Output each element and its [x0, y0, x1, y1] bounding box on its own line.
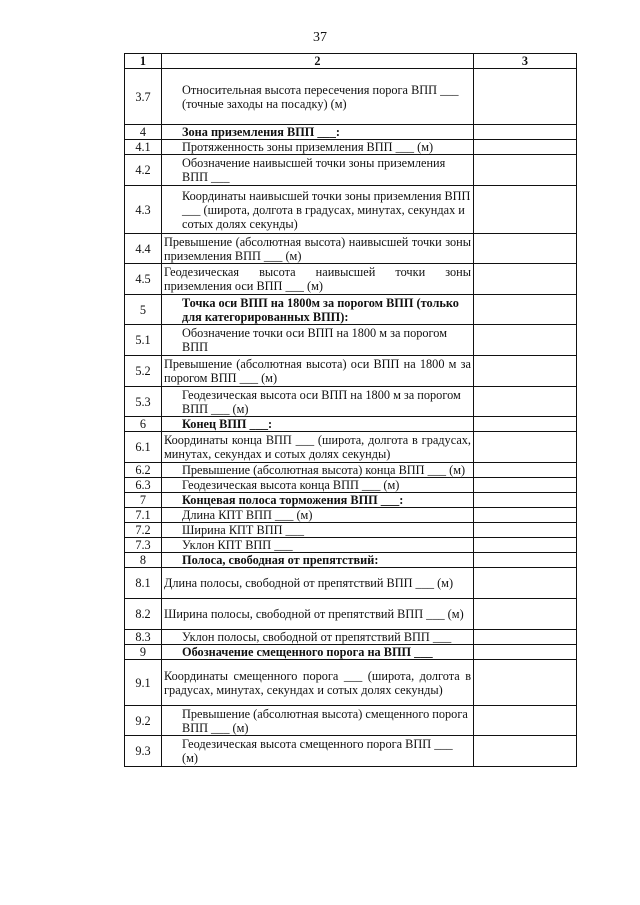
row-value-cell [474, 706, 577, 736]
row-number: 9 [125, 645, 162, 660]
row-number: 4.4 [125, 234, 162, 264]
row-value-cell [474, 478, 577, 493]
header-col-2: 2 [162, 54, 474, 69]
table-row [125, 523, 577, 538]
table-header-row [125, 54, 577, 69]
row-number: 6.1 [125, 432, 162, 463]
table-body [125, 54, 577, 767]
row-number: 5.3 [125, 387, 162, 417]
row-description: Зона приземления ВПП ___: [162, 125, 474, 140]
row-number: 7.2 [125, 523, 162, 538]
table-row [125, 538, 577, 553]
row-number: 5.1 [125, 325, 162, 356]
row-value-cell [474, 356, 577, 387]
row-description: Координаты смещенного порога ___ (широта, долгота в градусах, минутах, секундах и сотых долях секунды) [162, 660, 474, 706]
table-row [125, 295, 577, 325]
row-value-cell [474, 493, 577, 508]
row-description: Превышение (абсолютная высота) оси ВПП на 1800 м за порогом ВПП ___ (м) [162, 356, 474, 387]
table-row [125, 553, 577, 568]
row-value-cell [474, 463, 577, 478]
row-description: Геодезическая высота оси ВПП на 1800 м за порогом ВПП ___ (м) [162, 387, 474, 417]
row-value-cell [474, 630, 577, 645]
row-value-cell [474, 553, 577, 568]
row-value-cell [474, 508, 577, 523]
row-number: 8.1 [125, 568, 162, 599]
row-value-cell [474, 155, 577, 186]
row-value-cell [474, 325, 577, 356]
row-description: Протяженность зоны приземления ВПП ___ (м) [162, 140, 474, 155]
row-value-cell [474, 736, 577, 767]
row-value-cell [474, 69, 577, 125]
row-number: 8 [125, 553, 162, 568]
table-row [125, 155, 577, 186]
table-row [125, 140, 577, 155]
row-number: 4.2 [125, 155, 162, 186]
table-row [125, 645, 577, 660]
row-description: Уклон КПТ ВПП ___ [162, 538, 474, 553]
table-row [125, 356, 577, 387]
table-row [125, 736, 577, 767]
runway-data-table [124, 53, 577, 767]
row-value-cell [474, 140, 577, 155]
row-value-cell [474, 599, 577, 630]
table-row [125, 234, 577, 264]
table-row [125, 463, 577, 478]
row-number: 9.2 [125, 706, 162, 736]
row-number: 4.1 [125, 140, 162, 155]
table-row [125, 478, 577, 493]
row-description: Уклон полосы, свободной от препятствий ВПП ___ [162, 630, 474, 645]
table-row [125, 432, 577, 463]
row-description: Конец ВПП ___: [162, 417, 474, 432]
table-row [125, 69, 577, 125]
row-number: 3.7 [125, 69, 162, 125]
table-row [125, 568, 577, 599]
row-value-cell [474, 125, 577, 140]
row-value-cell [474, 432, 577, 463]
table-row [125, 630, 577, 645]
row-description: Обозначение смещенного порога на ВПП ___ [162, 645, 474, 660]
header-col-3: 3 [474, 54, 577, 69]
row-description: Обозначение точки оси ВПП на 1800 м за порогом ВПП [162, 325, 474, 356]
row-number: 6.3 [125, 478, 162, 493]
row-value-cell [474, 568, 577, 599]
row-number: 7.3 [125, 538, 162, 553]
row-number: 8.3 [125, 630, 162, 645]
table-row [125, 493, 577, 508]
table-row [125, 387, 577, 417]
row-description: Геодезическая высота наивысшей точки зоны приземления оси ВПП ___ (м) [162, 264, 474, 295]
row-description: Координаты конца ВПП ___ (широта, долгота в градусах, минутах, секундах и сотых долях секунды) [162, 432, 474, 463]
row-number: 9.3 [125, 736, 162, 767]
table-row [125, 508, 577, 523]
header-col-1: 1 [125, 54, 162, 69]
row-description: Превышение (абсолютная высота) конца ВПП ___ (м) [162, 463, 474, 478]
row-number: 8.2 [125, 599, 162, 630]
row-value-cell [474, 264, 577, 295]
row-description: Координаты наивысшей точки зоны приземления ВПП ___ (широта, долгота в градусах, минутах, секундах и сотых долях секунды) [162, 186, 474, 234]
row-number: 7 [125, 493, 162, 508]
row-value-cell [474, 234, 577, 264]
row-number: 7.1 [125, 508, 162, 523]
row-description: Геодезическая высота конца ВПП ___ (м) [162, 478, 474, 493]
row-description: Полоса, свободная от препятствий: [162, 553, 474, 568]
row-value-cell [474, 645, 577, 660]
row-number: 5.2 [125, 356, 162, 387]
row-number: 5 [125, 295, 162, 325]
row-description: Геодезическая высота смещенного порога ВПП ___ (м) [162, 736, 474, 767]
row-description: Превышение (абсолютная высота) наивысшей точки зоны приземления ВПП ___ (м) [162, 234, 474, 264]
row-description: Концевая полоса торможения ВПП ___: [162, 493, 474, 508]
table-row [125, 125, 577, 140]
row-value-cell [474, 538, 577, 553]
table-row [125, 706, 577, 736]
row-value-cell [474, 387, 577, 417]
row-description: Ширина КПТ ВПП ___ [162, 523, 474, 538]
row-description: Превышение (абсолютная высота) смещенного порога ВПП ___ (м) [162, 706, 474, 736]
table-row [125, 264, 577, 295]
row-value-cell [474, 186, 577, 234]
row-number: 6.2 [125, 463, 162, 478]
row-description: Обозначение наивысшей точки зоны приземления ВПП ___ [162, 155, 474, 186]
table-row [125, 325, 577, 356]
row-number: 4 [125, 125, 162, 140]
row-value-cell [474, 417, 577, 432]
row-number: 6 [125, 417, 162, 432]
row-description: Длина КПТ ВПП ___ (м) [162, 508, 474, 523]
table-row [125, 186, 577, 234]
table-row [125, 660, 577, 706]
page-number: 37 [313, 30, 327, 45]
row-value-cell [474, 295, 577, 325]
row-description: Длина полосы, свободной от препятствий ВПП ___ (м) [162, 568, 474, 599]
row-number: 4.5 [125, 264, 162, 295]
row-description: Ширина полосы, свободной от препятствий ВПП ___ (м) [162, 599, 474, 630]
row-value-cell [474, 660, 577, 706]
row-number: 4.3 [125, 186, 162, 234]
table-row [125, 599, 577, 630]
row-description: Точка оси ВПП на 1800м за порогом ВПП (только для категорированных ВПП): [162, 295, 474, 325]
row-number: 9.1 [125, 660, 162, 706]
row-description: Относительная высота пересечения порога ВПП ___ (точные заходы на посадку) (м) [162, 69, 474, 125]
table-row [125, 417, 577, 432]
row-value-cell [474, 523, 577, 538]
